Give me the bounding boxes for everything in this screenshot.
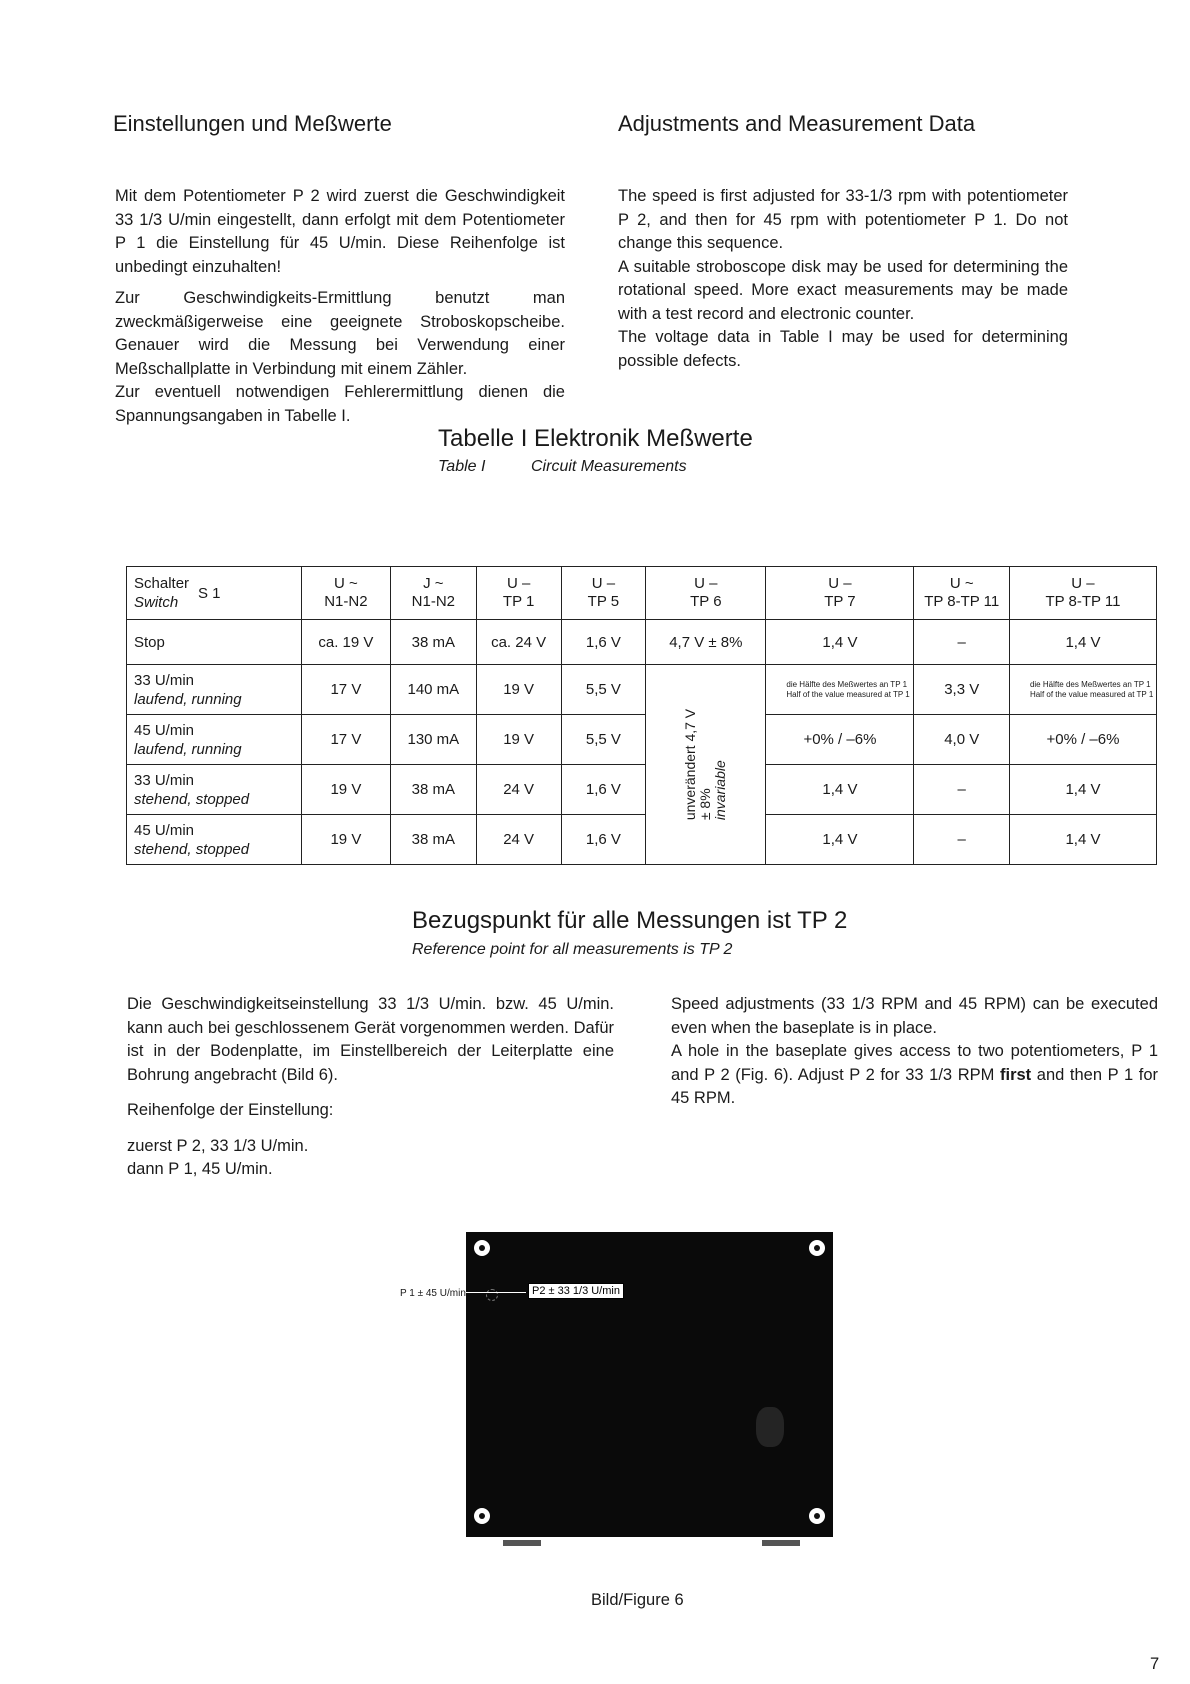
tp6-invariable-cell <box>646 665 766 865</box>
measurement-table <box>126 566 1157 865</box>
table-cell: 130 mA <box>390 715 476 765</box>
table-row <box>127 715 1157 765</box>
table-cell: ca. 19 V <box>301 620 390 665</box>
table-cell: 19 V <box>301 765 390 815</box>
p1-label: P 1 ± 45 U/min <box>400 1288 466 1299</box>
table-row <box>127 815 1157 865</box>
row-label: 33 U/min laufend, running <box>127 665 302 715</box>
table-cell: 4,0 V <box>914 715 1009 765</box>
half-note-cell <box>1009 665 1156 715</box>
speed-en-paragraph: A hole in the baseplate gives access to two potentiometers, P 1 and P 2 (Fig. 6). Adjust P 2 for 33 1/3 RPM first and then P 1 for 45 RPM. <box>671 1042 1158 1107</box>
row-label: 33 U/min stehend, stopped <box>127 765 302 815</box>
table-cell: 19 V <box>476 665 561 715</box>
baseplate-foot <box>762 1540 800 1546</box>
table-cell: – <box>914 815 1009 865</box>
baseplate-foot <box>503 1540 541 1546</box>
page-number: 7 <box>1150 1655 1160 1673</box>
header-cell: U – TP 1 <box>476 567 561 620</box>
table-cell: 5,5 V <box>561 715 646 765</box>
header-switch <box>127 567 302 620</box>
screw-hole-icon <box>474 1240 490 1256</box>
reference-title-de: Bezugspunkt für alle Messungen ist TP 2 <box>412 907 848 934</box>
heading-en: Adjustments and Measurement Data <box>618 111 976 136</box>
intro-text-de <box>115 185 565 428</box>
baseplate-photo <box>466 1232 833 1537</box>
intro-de-paragraph: Zur eventuell notwendigen Fehlerermittlung dienen die Spannungsangaben in Tabelle I. <box>115 383 565 425</box>
tp6-invariable-text: unverändert 4,7 V ± 8% invariable <box>682 708 729 820</box>
speed-de-step: dann P 1, 45 U/min. <box>127 1160 273 1178</box>
table-cell: 4,7 V ± 8% <box>646 620 766 665</box>
table-cell: +0% / –6% <box>766 715 914 765</box>
table-title-de: Tabelle I Elektronik Meßwerte <box>438 425 753 452</box>
header-cell: U – TP 7 <box>766 567 914 620</box>
intro-en-paragraph: A suitable stroboscope disk may be used for determining the rotational speed. More exact measurements may be made with a test record and electronic counter. <box>618 257 1068 323</box>
intro-en-paragraph: The voltage data in Table I may be used for determining possible defects. <box>618 328 1068 370</box>
half-note-en: Half of the value measured at TP 1 <box>1029 689 1154 699</box>
table-row <box>127 620 1157 665</box>
table-row <box>127 765 1157 815</box>
row-label: Stop <box>127 620 302 665</box>
potentiometer-hole-icon <box>486 1289 498 1301</box>
table-cell: 1,6 V <box>561 765 646 815</box>
table-cell: 1,4 V <box>766 815 914 865</box>
table-cell: 24 V <box>476 815 561 865</box>
intro-de-paragraph: Mit dem Potentiometer P 2 wird zuerst die Geschwindigkeit 33 1/3 U/min eingestellt, dann erfolgt mit dem Potentiometer P 1 die Einstellung für 45 U/min. Diese Reihenfolge ist unbedingt einzuhalten! <box>115 187 565 276</box>
table-cell: ca. 24 V <box>476 620 561 665</box>
speed-text-en <box>671 993 1158 1111</box>
header-cell: U – TP 6 <box>646 567 766 620</box>
table-cell: 19 V <box>301 815 390 865</box>
header-switch-de: Schalter <box>134 575 190 592</box>
table-row <box>127 665 1157 715</box>
intro-text-en <box>618 185 1068 373</box>
table-cell: 17 V <box>301 665 390 715</box>
table-cell: 38 mA <box>390 620 476 665</box>
header-switch-id: S 1 <box>198 585 221 602</box>
table-cell: 17 V <box>301 715 390 765</box>
speed-de-sequence-title: Reihenfolge der Einstellung: <box>127 1101 334 1119</box>
half-note-en: Half of the value measured at TP 1 <box>786 689 910 699</box>
figure-caption: Bild/Figure 6 <box>591 1591 684 1609</box>
table-cell: 38 mA <box>390 815 476 865</box>
table-cell: 19 V <box>476 715 561 765</box>
table-cell: +0% / –6% <box>1009 715 1156 765</box>
header-cell: U – TP 5 <box>561 567 646 620</box>
intro-de-paragraph: Zur Geschwindigkeits-Ermittlung benutzt man zweckmäßigerweise eine geeignete Stroboskopscheibe. Genauer wird die Messung bei Verwendung einer Meßschallplatte in Verbindung mit einem Zähler. <box>115 289 565 378</box>
speed-de-step: zuerst P 2, 33 1/3 U/min. <box>127 1136 309 1155</box>
p1-arrow <box>466 1292 526 1293</box>
half-note-cell <box>766 665 914 715</box>
header-switch-en: Switch <box>134 594 179 611</box>
heading-de: Einstellungen und Meßwerte <box>113 111 392 136</box>
table-cell: 5,5 V <box>561 665 646 715</box>
row-label: 45 U/min laufend, running <box>127 715 302 765</box>
table-header-row <box>127 567 1157 620</box>
half-note-de: die Hälfte des Meßwertes an TP 1 <box>1029 679 1151 689</box>
table-title-en-prefix: Table I <box>438 458 486 475</box>
row-label: 45 U/min stehend, stopped <box>127 815 302 865</box>
table-cell: 1,4 V <box>1009 620 1156 665</box>
speed-text-de <box>127 993 614 1182</box>
screw-hole-icon <box>809 1240 825 1256</box>
table-cell: 1,6 V <box>561 620 646 665</box>
table-cell: – <box>914 620 1009 665</box>
screw-hole-icon <box>474 1508 490 1524</box>
header-cell: U ~ N1-N2 <box>301 567 390 620</box>
screw-hole-icon <box>809 1508 825 1524</box>
table-cell: 38 mA <box>390 765 476 815</box>
half-note-de: die Hälfte des Meßwertes an TP 1 <box>786 679 908 689</box>
table-cell: 24 V <box>476 765 561 815</box>
table-cell: 1,4 V <box>766 620 914 665</box>
baseplate-detail <box>756 1407 784 1447</box>
table-cell: 1,4 V <box>1009 765 1156 815</box>
table-cell: 140 mA <box>390 665 476 715</box>
reference-title-en: Reference point for all measurements is TP 2 <box>412 941 733 958</box>
table-cell: – <box>914 765 1009 815</box>
table-cell: 1,4 V <box>766 765 914 815</box>
p2-label: P2 ± 33 1/3 U/min <box>528 1283 624 1299</box>
header-cell: U ~ TP 8-TP 11 <box>914 567 1009 620</box>
speed-de-paragraph: Die Geschwindigkeitseinstellung 33 1/3 U/min. bzw. 45 U/min. kann auch bei geschlossenem Gerät vorgenommen werden. Dafür ist in der Bodenplatte, im Einstellbereich der Leiterplatte eine Bohrung angebracht (Bild 6). <box>127 995 614 1084</box>
table-title-en: Circuit Measurements <box>531 458 687 475</box>
table-cell: 1,4 V <box>1009 815 1156 865</box>
header-cell: J ~ N1-N2 <box>390 567 476 620</box>
table-cell: 3,3 V <box>914 665 1009 715</box>
table-cell: 1,6 V <box>561 815 646 865</box>
intro-en-paragraph: The speed is first adjusted for 33-1/3 rpm with potentiometer P 2, and then for 45 rpm with potentiometer P 1. Do not change this sequence. <box>618 187 1068 252</box>
header-cell: U – TP 8-TP 11 <box>1009 567 1156 620</box>
speed-en-paragraph: Speed adjustments (33 1/3 RPM and 45 RPM) can be executed even when the baseplate is in place. <box>671 995 1158 1037</box>
